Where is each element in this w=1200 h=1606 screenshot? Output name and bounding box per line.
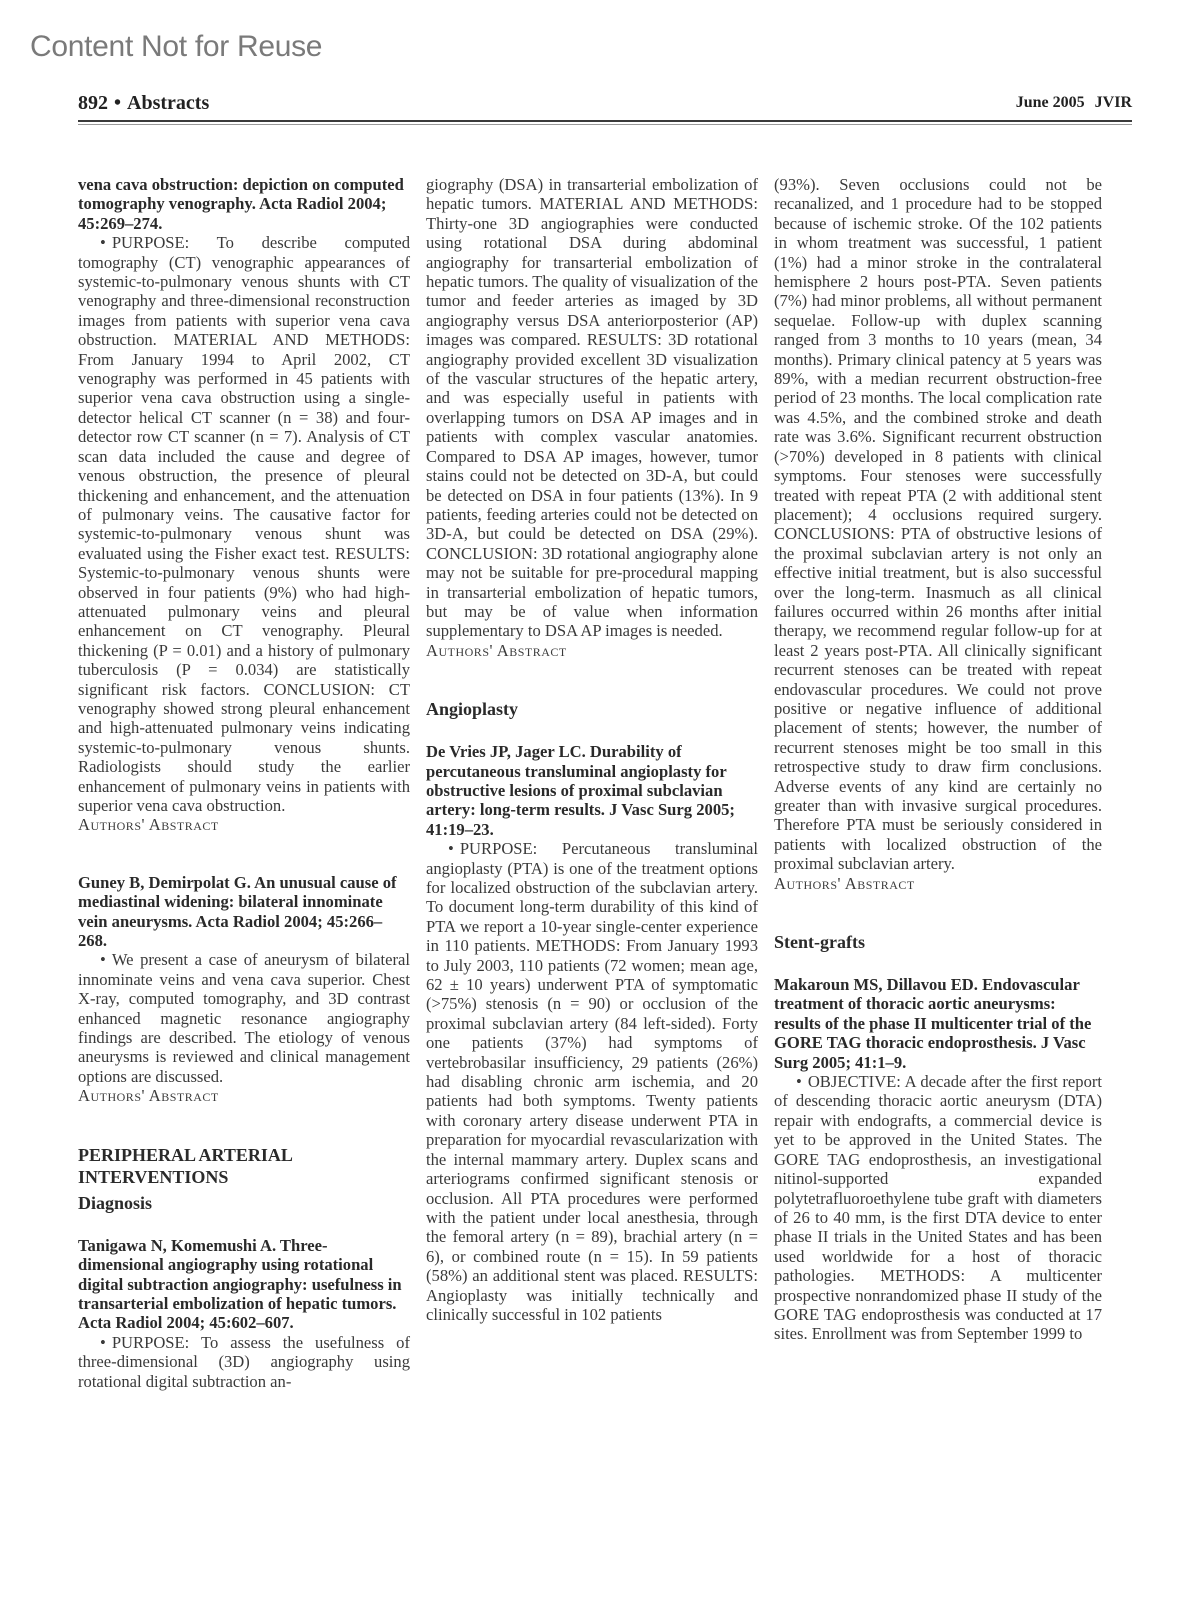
running-head-right (1016, 94, 1132, 112)
abstract-citation: De Vries JP, Jager LC. Durability of percutaneous transluminal angioplasty for obstructive lesions of proximal subclavian artery: long-term results. J Vasc Surg 2005; 41:19–23. (426, 742, 735, 839)
abstract-body-continued: giography (DSA) in transarterial embolization of hepatic tumors. MATERIAL AND METHODS: Thirty-one 3D angiographies were conducted using rotational DSA during abdominal angiography for transarterial embolization of hepatic tumors. The quality of visualization of the tumor and feeder arteries as imaged by 3D angiography versus DSA anteriorposterior (AP) images was compared. RESULTS: 3D rotational angiography provided excellent 3D visualization of the vascular structures of the hepatic artery, and was especially useful in patients with overlapping tumors on DSA AP images and in patients with complex vascular anatomies. Compared to DSA AP images, however, tumor stains could not be detected on 3D-A, but could be detected on DSA in four patients (13%). In 9 patients, feeding arteries could not be detected on 3D-A, but could be detected on DSA (29%). CONCLUSION: 3D rotational angiography alone may not be suitable for pre-procedural mapping in transarterial embolization of hepatic tumors, but may be of value when information supplementary to DSA AP images is needed. (426, 175, 758, 641)
abstract-body (78, 1333, 410, 1391)
abstract-citation: Guney B, Demirpolat G. An unusual cause of mediastinal widening: bilateral innominate vein aneurysms. Acta Radiol 2004; 45:266–268. (78, 872, 397, 951)
subsection-heading: Angioplasty (426, 699, 519, 720)
section-heading (78, 1144, 410, 1188)
abstract-body (78, 233, 410, 815)
section-heading-line: INTERVENTIONS (78, 1166, 229, 1187)
authors-abstract-signature: Authors' Abstract (426, 640, 567, 660)
abstract-citation: vena cava obstruction: depiction on computed tomography venography. Acta Radiol 2004; 45:269–274. (78, 175, 404, 233)
authors-abstract-signature: Authors' Abstract (78, 815, 219, 835)
abstract-text: PURPOSE: Percutaneous transluminal angioplasty (PTA) is one of the treatment options for localized obstruction of the subclavian artery. To document long-term durability of this kind of PTA we report a 10-year single-center experience in 110 patients. METHODS: From January 1993 to July 2003, 110 patients (72 women; mean age, 62 ± 10 years) underwent PTA of symptomatic (>75%) stenosis (n = 90) or occlusion of the proximal subclavian artery (84 left-sided). Forty one patients (37%) had symptoms of vertebrobasilar insufficiency, 29 patients (26%) had disabling chronic arm ischemia, and 20 patients had both symptoms. Twenty patients with coronary artery disease underwent PTA in preparation for myocardial revascularization with the internal mammary artery. Duplex scans and arteriograms confirmed significant stenosis or occlusion. All PTA procedures were performed with the patient under local anesthesia, through the femoral artery (n = 89), brachial artery (n = 6), or combined route (n = 15). In 59 patients (58%) an additional stent was placed. RESULTS: Angioplasty was initially technically and clinically successful in 102 patients (426, 839, 758, 1324)
abstract-citation: Tanigawa N, Komemushi A. Three-dimensional angiography using rotational digital subtraction angiography: usefulness in transarterial embolization of hepatic tumors. Acta Radiol 2004; 45:602–607. (78, 1235, 402, 1333)
journal-name: JVIR (1094, 94, 1132, 111)
abstract-body (426, 839, 758, 1324)
issue-date: June 2005 (1015, 94, 1085, 111)
section-name: Abstracts (127, 92, 210, 114)
watermark: Content Not for Reuse (30, 30, 323, 63)
page-number: 892 (78, 92, 108, 114)
column-3 (774, 175, 1102, 1344)
abstract-body (774, 1072, 1102, 1344)
subsection-heading: Stent-grafts (774, 932, 865, 953)
authors-abstract-signature: Authors' Abstract (774, 873, 915, 893)
bullet-separator: • (114, 92, 122, 114)
bullet-icon: • (100, 233, 106, 253)
bullet-icon: • (796, 1072, 802, 1092)
abstract-text: OBJECTIVE: A decade after the first report of descending thoracic aortic aneurysm (DTA) repair with endografts, a commercial device is yet to be approved in the United States. The GORE TAG endoprosthesis, an investigational nitinol-supported expanded polytetrafluoroethylene tube graft with diameters of 26 to 40 mm, is the first DTA device to enter phase II trials in the United States and has been used worldwide for a host of thoracic pathologies. METHODS: A multicenter prospective nonrandomized phase II study of the GORE TAG endoprosthesis was conducted at 17 sites. Enrollment was from September 1999 to (774, 1072, 1102, 1344)
section-heading-line: PERIPHERAL ARTERIAL (78, 1144, 293, 1165)
column-1 (78, 175, 410, 1391)
abstract-body (78, 950, 410, 1086)
subsection-heading: Diagnosis (78, 1192, 153, 1213)
column-2 (426, 175, 758, 1324)
abstract-text: PURPOSE: To assess the usefulness of three-dimensional (3D) angiography using rotational digital subtraction an- (78, 1332, 410, 1391)
abstract-text: We present a case of aneurysm of bilateral innominate veins and vena cava superior. Chest X-ray, computed tomography, and 3D contrast enhanced magnetic resonance angiography findings are described. The etiology of venous aneurysms is reviewed and clinical management options are discussed. (78, 950, 410, 1086)
abstract-body-continued: (93%). Seven occlusions could not be recanalized, and 1 procedure had to be stopped because of ischemic stroke. Of the 102 patients in whom treatment was successful, 1 patient (1%) had a minor stroke in the contralateral hemisphere 2 hours post-PTA. Seven patients (7%) had minor problems, all without permanent sequelae. Follow-up with duplex scanning ranged from 3 months to 10 years (mean, 34 months). Primary clinical patency at 5 years was 89%, with a median recurrent obstruction-free period of 23 months. The local complication rate was 4.5%, and the combined stroke and death rate was 3.6%. Significant recurrent obstruction (>70%) developed in 8 patients with clinical symptoms. Four stenoses were successfully treated with repeat PTA (2 with additional stent placement); 4 occlusions required surgery. CONCLUSIONS: PTA of obstructive lesions of the proximal subclavian artery is not only an effective initial treatment, but is also successful over the long-term. Inasmuch as all clinical failures occurred within 26 months after initial therapy, we recommend regular follow-up for at least 2 years post-PTA. All clinically significant recurrent stenoses can be treated with repeat endovascular procedures. We could not prove positive or negative influence of additional placement of stents; however, the number of recurrent stenoses might be too small in this retrospective study to draw firm conclusions. Adverse events of any kind are certainly no greater than with invasive surgical procedures. Therefore PTA must be seriously considered in patients with localized obstruction of the proximal subclavian artery. (774, 175, 1102, 874)
bullet-icon: • (448, 839, 454, 859)
running-head-left (78, 92, 209, 115)
bullet-icon: • (100, 1332, 106, 1352)
abstract-citation: Makaroun MS, Dillavou ED. Endovascular treatment of thoracic aortic aneurysms: results of the phase II multicenter trial of the GORE TAG thoracic endoprosthesis. J Vasc Surg 2005; 41:1–9. (774, 975, 1092, 1072)
authors-abstract-signature: Authors' Abstract (78, 1086, 219, 1106)
running-head (78, 92, 1132, 122)
abstract-text: PURPOSE: To describe computed tomography (CT) venographic appearances of systemic-to-pulmonary venous shunts with CT venography and three-dimensional reconstruction images from patients with superior vena cava obstruction. MATERIAL AND METHODS: From January 1994 to April 2002, CT venography was performed in 45 patients with superior vena cava obstruction using a single-detector helical CT scanner (n = 38) and four-detector row CT scanner (n = 7). Analysis of CT scan data included the cause and degree of venous obstruction, the presence of pleural thickening and enhancement, and the attenuation of pulmonary veins. The causative factor for systemic-to-pulmonary venous shunt was evaluated using the Fisher exact test. RESULTS: Systemic-to-pulmonary venous shunts were observed in four patients (9%) who had high-attenuated pulmonary veins and pleural enhancement on CT venography. Pleural thickening (P = 0.01) and a history of pulmonary tuberculosis (P = 0.034) are statistically significant risk factors. CONCLUSION: CT venography showed strong pleural enhancement and high-attenuated pulmonary veins indicating systemic-to-pulmonary venous shunts. Radiologists should study the earlier enhancement of pulmonary veins in patients with superior vena cava obstruction. (78, 233, 410, 815)
bullet-icon: • (100, 950, 106, 970)
